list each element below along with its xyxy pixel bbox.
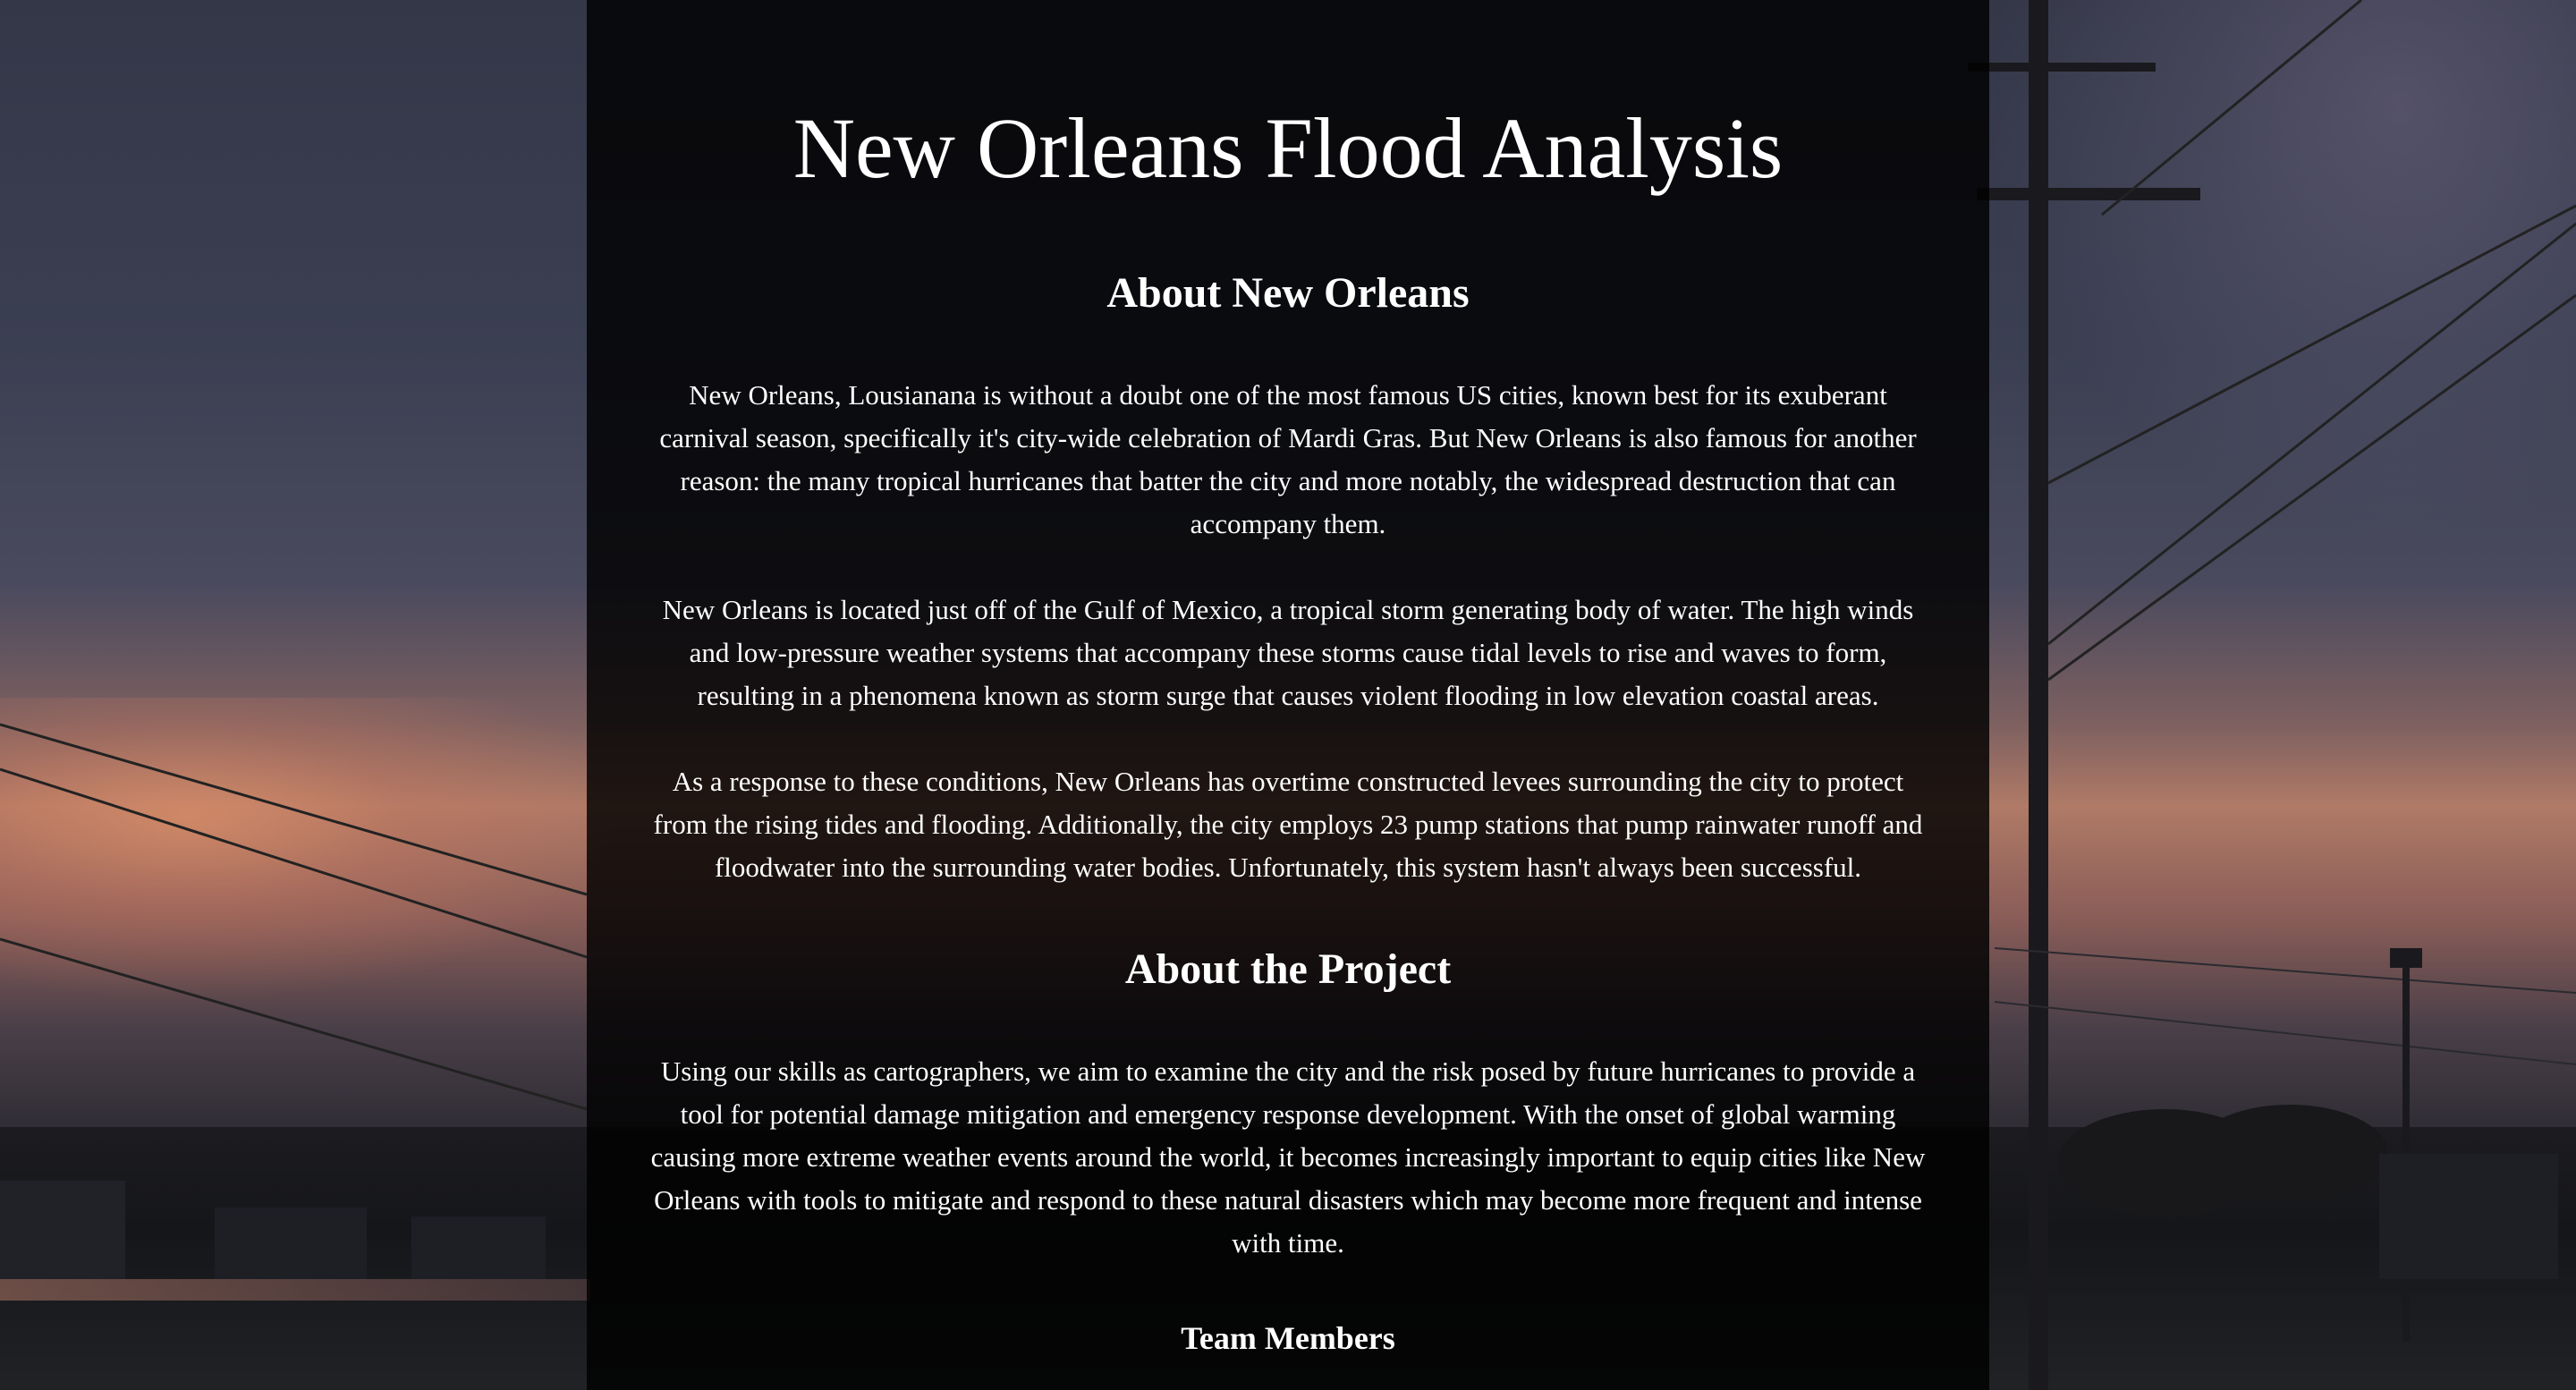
about-project-paragraph: Using our skills as cartographers, we aim to examine the city and the risk posed by future hurricanes to provide a tool for potential damage mitigation and emergency response development. With the onset of global warming causing more extreme weather events around the world, it becomes increasingly important to equip cities like New Orleans with tools to mitigate and respond to these natural disasters which may become more frequent and intense with time.: [650, 1055, 1926, 1259]
about-city-paragraph-3: As a response to these conditions, New Orleans has overtime constructed levees surrounding the city to protect from the rising tides and flooding. Additionally, the city employs 23 pump stations that pump rainwater runoff and floodwater into the surrounding water bodies. Unfortunately, this system hasn't always been successful.: [653, 766, 1923, 883]
content-panel: [587, 0, 1989, 1390]
team-members-heading: Team Members: [1181, 1320, 1395, 1356]
about-project-heading: About the Project: [1124, 945, 1452, 993]
about-city-paragraph-2: New Orleans is located just off of the Gulf of Mexico, a tropical storm generating body of water. The high winds and low-pressure weather systems that accompany these storms cause tidal levels to rise and waves to form, resulting in a phenomena known as storm surge that causes violent flooding in low elevation coastal areas.: [662, 594, 1914, 711]
page-title: New Orleans Flood Analysis: [792, 100, 1784, 196]
about-new-orleans-heading: About New Orleans: [1106, 269, 1470, 317]
about-city-paragraph-1: New Orleans, Lousianana is without a doubt one of the most famous US cities, known best for its exuberant carnival season, specifically it's city-wide celebration of Mardi Gras. But New Orleans is also famous for another reason: the many tropical hurricanes that batter the city and more notably, the widespread destruction that can accompany them.: [659, 379, 1917, 539]
